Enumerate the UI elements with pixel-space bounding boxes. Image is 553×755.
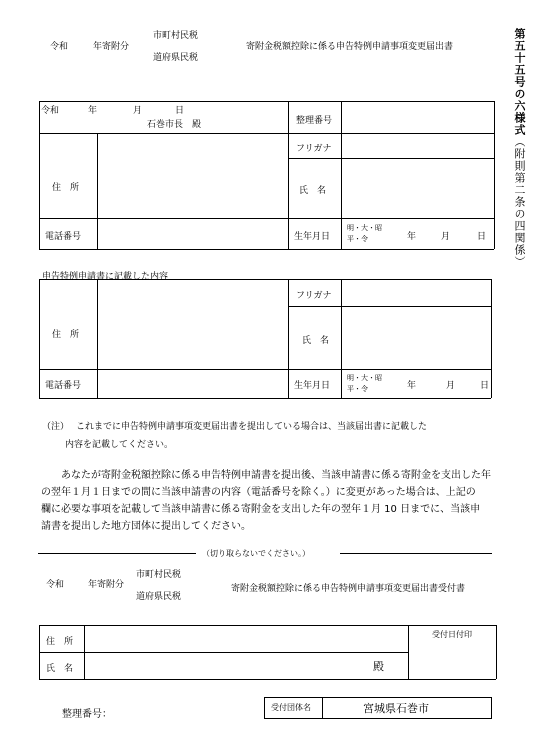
receipt-seiri-label: 整理番号： <box>62 709 112 720</box>
receipt-org-divider <box>322 697 323 719</box>
side-title-main: 第五十五号の六様式 <box>513 28 526 136</box>
header-municipal-tax: 市町村民税 <box>153 31 199 41</box>
receipt-prefectural-tax: 道府県民税 <box>136 592 182 602</box>
cut-line-left <box>38 553 196 554</box>
receipt-address-label: 住 所 <box>46 637 74 647</box>
receipt-municipal-tax: 市町村民税 <box>136 570 182 580</box>
era-options-1: 明・大・昭 <box>347 224 382 232</box>
instructions-line3: 欄に必要な事項を記載して当該申請書に係る寄附金を支出した年の翌年１月 10 日までに、当該申 <box>41 504 481 515</box>
name-label: 氏 名 <box>299 186 327 196</box>
furigana-input[interactable] <box>341 134 494 158</box>
instructions-line2: の翌年１月１日までの間に当該申請書の内容（電話番号を除く。）に変更があった場合は、上記の <box>41 487 476 498</box>
birth-day-2: 日 <box>480 381 490 391</box>
instructions-paragraph <box>41 467 521 535</box>
note-marker: （注） <box>42 422 70 432</box>
furigana-input-2[interactable] <box>341 280 491 306</box>
birth-label-2: 生年月日 <box>294 381 331 391</box>
side-title <box>511 28 527 268</box>
birth-month-2: 月 <box>446 381 456 391</box>
seiri-label: 整理番号 <box>296 116 333 126</box>
phone-label-2: 電話番号 <box>45 381 82 391</box>
cut-line-label: （切り取らないでください。） <box>202 549 310 558</box>
side-title-sub: （附則第二条の四関係） <box>513 136 526 268</box>
receipt-year-portion: 年寄附分 <box>88 580 125 590</box>
cut-line-right <box>340 553 492 554</box>
furigana-label: フリガナ <box>296 144 332 154</box>
receipt-org-value: 宮城県石巻市 <box>363 702 429 715</box>
address-label: 住 所 <box>52 183 80 193</box>
addressee: 石巻市長 殿 <box>147 120 202 130</box>
receipt-era: 令和 <box>46 580 65 590</box>
name-input[interactable] <box>341 159 494 218</box>
note-line2: 内容を記載してください。 <box>65 440 174 450</box>
date-day: 日 <box>175 106 185 116</box>
date-era: 令和 <box>41 106 60 116</box>
seiri-input[interactable] <box>341 102 494 133</box>
name-label-2: 氏 名 <box>302 336 330 346</box>
phone-label: 電話番号 <box>45 232 82 242</box>
receipt-address-input[interactable] <box>84 626 408 652</box>
date-year: 年 <box>88 106 98 116</box>
era-options-2: 平・令 <box>347 235 368 243</box>
receipt-name-input[interactable] <box>84 653 408 679</box>
receipt-org-label: 受付団体名 <box>271 703 311 712</box>
form-title: 寄附金税額控除に係る申告特例申請事項変更届出書 <box>246 42 454 52</box>
header-era: 令和 <box>50 42 69 52</box>
furigana-label-2: フリガナ <box>296 291 332 301</box>
birth-year-2: 年 <box>407 381 417 391</box>
receipt-stamp-label: 受付日付印 <box>432 630 472 639</box>
date-month: 月 <box>133 106 143 116</box>
header-prefectural-tax: 道府県民税 <box>153 53 199 63</box>
name-input-2[interactable] <box>341 307 491 369</box>
address-input[interactable] <box>97 134 288 218</box>
address-input-2[interactable] <box>97 280 288 369</box>
birth-day: 日 <box>477 232 487 242</box>
header-year-portion: 年寄附分 <box>93 42 130 52</box>
instructions-line4: 請書を提出した地方団体に提出してください。 <box>41 521 251 532</box>
era-options-1-2: 明・大・昭 <box>347 374 382 382</box>
instructions-line1: あなたが寄附金税額控除に係る申告特例申請書を提出後、当該申請書に係る寄附金を支出した年 <box>61 470 491 481</box>
receipt-title: 寄附金税額控除に係る申告特例申請事項変更届出書受付書 <box>231 584 466 594</box>
phone-input-2[interactable] <box>97 370 288 398</box>
receipt-honorific: 殿 <box>373 660 384 673</box>
era-options-2-2: 平・令 <box>347 385 368 393</box>
phone-input[interactable] <box>97 219 288 249</box>
birth-year: 年 <box>407 232 417 242</box>
section-label: 申告特例申請書に記載した内容 <box>42 272 169 282</box>
receipt-name-label: 氏 名 <box>46 664 74 674</box>
note-line1: これまでに申告特例申請事項変更届出書を提出している場合は、当該届出書に記載した <box>76 422 428 432</box>
birth-label: 生年月日 <box>294 232 331 242</box>
birth-month: 月 <box>441 232 451 242</box>
address-label-2: 住 所 <box>52 330 80 340</box>
